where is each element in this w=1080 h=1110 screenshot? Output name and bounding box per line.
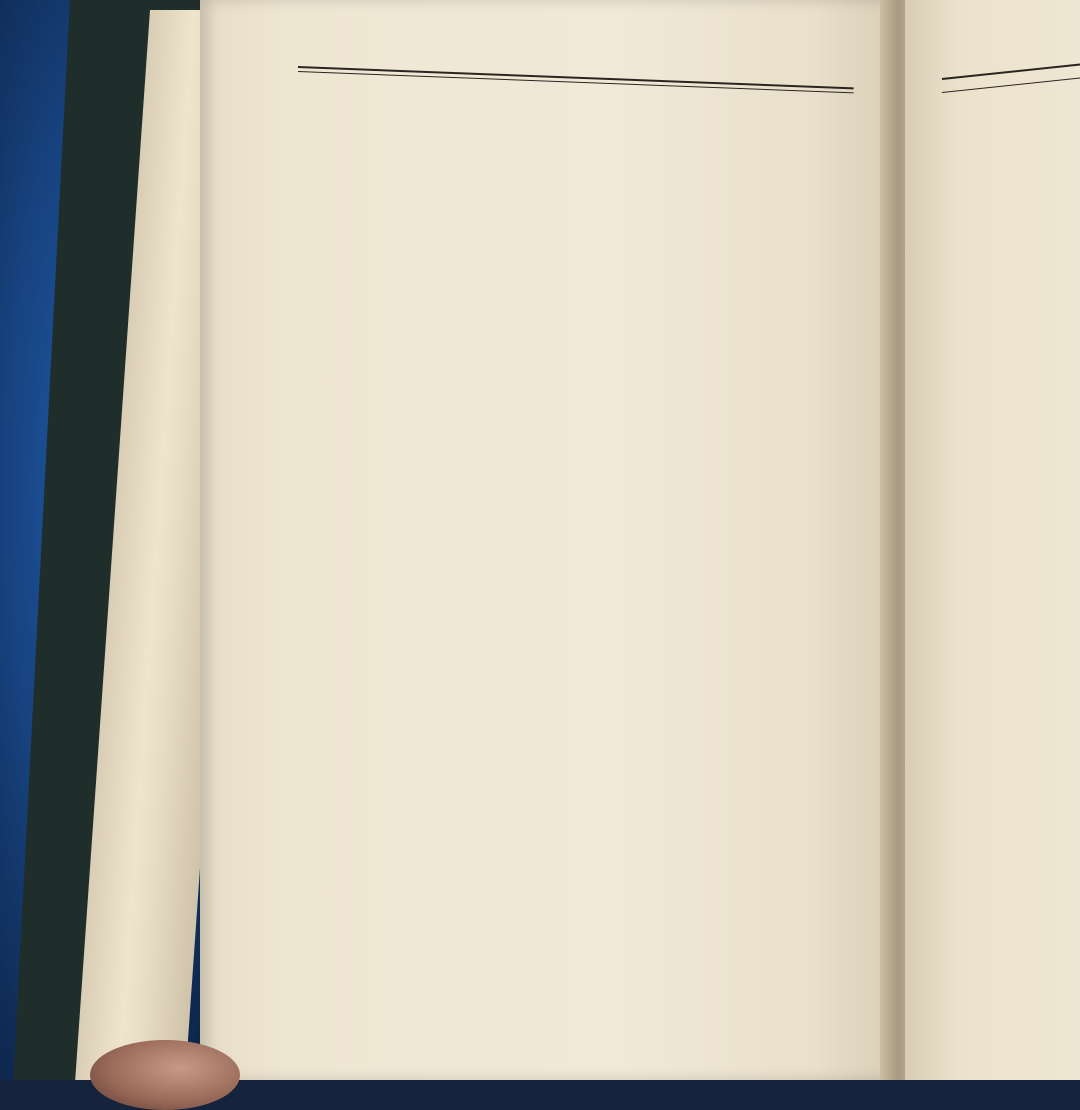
left-page [200, 0, 900, 1080]
thumb [90, 1040, 240, 1110]
right-page [905, 0, 1080, 1080]
